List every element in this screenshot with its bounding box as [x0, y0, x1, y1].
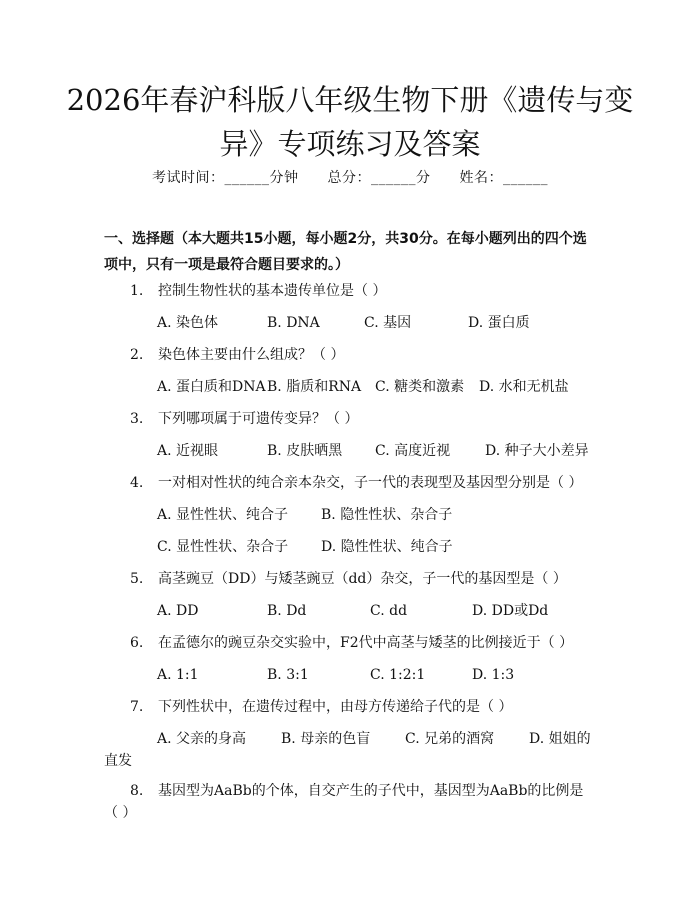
question-2: [130, 344, 600, 366]
option-b: B. DNA: [267, 315, 320, 331]
option-b: B. 3:1: [267, 667, 309, 683]
option-c: C. 高度近视: [375, 443, 451, 459]
question-number: 7.: [130, 699, 144, 715]
option-d: D. 种子大小差异: [485, 443, 589, 459]
question-1: [130, 280, 600, 302]
question-7-options: [157, 728, 602, 750]
question-number: 1.: [130, 283, 144, 299]
page-title: [60, 78, 640, 166]
option-a: A. 父亲的身高: [157, 731, 247, 747]
option-a: A. 蛋白质和DNA: [157, 379, 266, 395]
question-1-options: [157, 312, 602, 334]
question-8-wrap: （ ）: [104, 805, 137, 821]
exam-score: 总分：______分: [327, 170, 431, 186]
title-line-2: 异》专项练习及答案: [219, 127, 481, 161]
exam-name: 姓名：______: [459, 170, 548, 186]
option-b: B. Dd: [267, 603, 307, 619]
question-number: 3.: [130, 411, 144, 427]
question-8: [130, 780, 600, 802]
question-number: 5.: [130, 571, 144, 587]
question-number: 8.: [130, 783, 144, 799]
question-5-options: [157, 600, 602, 622]
question-4: [130, 472, 600, 494]
question-7-option-d-wrap: 直发: [104, 753, 132, 769]
question-number: 6.: [130, 635, 144, 651]
question-text: 在孟德尔的豌豆杂交实验中，F2代中高茎与矮茎的比例接近于（ ）: [158, 635, 574, 651]
question-text: 一对相对性状的纯合亲本杂交，子一代的表现型及基因型分别是（ ）: [158, 475, 583, 491]
question-6: [130, 632, 600, 654]
option-a: A. 近视眼: [157, 443, 219, 459]
option-a: A. 染色体: [157, 315, 219, 331]
section-heading-line-2: 项中，只有一项是最符合题目要求的。）: [104, 257, 349, 273]
option-c: C. 1:2:1: [370, 667, 426, 683]
question-number: 2.: [130, 347, 144, 363]
exam-meta: [0, 168, 700, 188]
option-d: D. 隐性性状、纯合子: [321, 539, 453, 555]
question-4-options-row-2: [157, 536, 602, 558]
option-d: D. DD或Dd: [472, 603, 549, 619]
option-a: A. 1:1: [157, 667, 199, 683]
option-b: B. 脂质和RNA: [267, 379, 362, 395]
option-a: A. 显性性状、纯合子: [157, 507, 289, 523]
question-text: 下列哪项属于可遗传变异？（ ）: [158, 411, 359, 427]
option-d: D. 蛋白质: [468, 315, 530, 331]
option-c: C. 兄弟的酒窝: [405, 731, 495, 747]
section-heading: [104, 226, 604, 278]
option-b: B. 母亲的色盲: [281, 731, 371, 747]
option-b: B. 隐性性状、杂合子: [321, 507, 453, 523]
option-b: B. 皮肤晒黑: [267, 443, 343, 459]
option-d: D. 水和无机盐: [479, 379, 569, 395]
question-3-options: [157, 440, 602, 462]
option-c: C. dd: [370, 603, 408, 619]
exam-time: 考试时间：______分钟: [152, 170, 299, 186]
option-a: A. DD: [157, 603, 199, 619]
question-text: 高茎豌豆（DD）与矮茎豌豆（dd）杂交，子一代的基因型是（ ）: [158, 571, 567, 587]
question-5: [130, 568, 600, 590]
option-d: D. 1:3: [472, 667, 515, 683]
question-text: 基因型为AaBb的个体，自交产生的子代中，基因型为AaBb的比例是: [158, 783, 584, 799]
question-2-options: [157, 376, 602, 398]
option-c: C. 糖类和激素: [375, 379, 465, 395]
question-6-options: [157, 664, 602, 686]
question-text: 染色体主要由什么组成？（ ）: [158, 347, 345, 363]
title-line-1: 2026年春沪科版八年级生物下册《遗传与变: [66, 83, 634, 117]
question-7: [130, 696, 600, 718]
question-text: 控制生物性状的基本遗传单位是（ ）: [158, 283, 387, 299]
question-number: 4.: [130, 475, 144, 491]
option-c: C. 显性性状、杂合子: [157, 539, 289, 555]
question-4-options-row-1: [157, 504, 602, 526]
question-3: [130, 408, 600, 430]
section-heading-line-1: 一、选择题（本大题共15小题，每小题2分，共30分。在每小题列出的四个选: [104, 231, 587, 247]
question-text: 下列性状中，在遗传过程中，由母方传递给子代的是（ ）: [158, 699, 513, 715]
option-d: D. 姐姐的: [529, 731, 591, 747]
option-c: C. 基因: [364, 315, 412, 331]
